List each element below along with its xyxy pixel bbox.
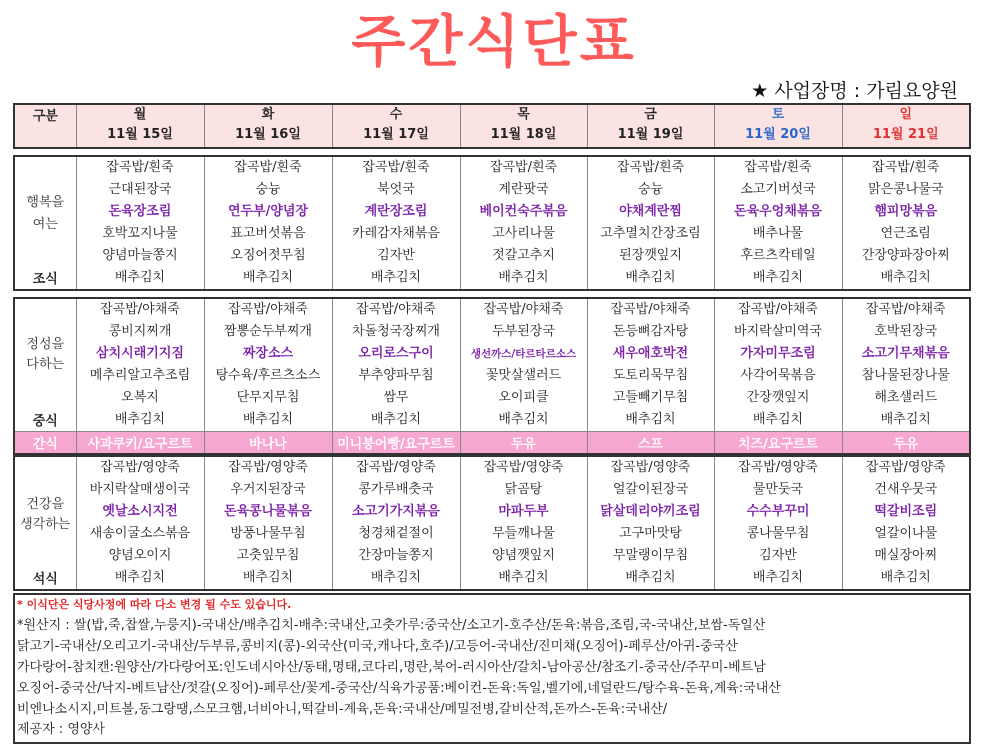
menu-item: 배추김치 [752, 412, 804, 427]
menu-item: 무말랭이무침 [612, 548, 689, 563]
menu-item-main: 새우애호박전 [612, 346, 689, 361]
menu-cell [204, 298, 332, 432]
day-header: 화 11월 16일 [204, 104, 332, 148]
menu-item: 계란팟국 [498, 182, 549, 197]
menu-item: 배추김치 [625, 412, 676, 427]
menu-item: 짬뽕순두부찌개 [224, 324, 312, 339]
menu-item: 잡곡밥/흰죽 [106, 160, 174, 175]
menu-item: 고들빼기무침 [612, 390, 689, 405]
menu-item: 양념마늘쫑지 [102, 248, 178, 263]
menu-item-main: 짜장소스 [242, 346, 294, 361]
menu-item-main: 계란장조림 [364, 204, 428, 219]
menu-cell [332, 156, 460, 290]
origin-line: 닭고기-국내산/오리고기-국내산/두부류,콩비지(콩)-외국산(미국,캐나다,호주)/고등어-국내산/진미채(오징어)-페루산/아귀-중국산 [17, 639, 738, 654]
day-header: 수 11월 17일 [332, 104, 460, 148]
menu-item: 김자반 [759, 548, 797, 563]
menu-item: 건새우뭇국 [874, 482, 938, 497]
menu-item: 김자반 [377, 248, 415, 263]
menu-cell [587, 156, 714, 290]
menu-item: 우거지된장국 [230, 482, 306, 497]
menu-item: 오징어젓무침 [230, 248, 306, 263]
origin-line: 가다랑어-참치캔:원양산/가다랑어포:인도네시아산/동태,명태,코다리,명란,북어-러시아산/갈치-남아공산/참조기-중국산/주꾸미-베트남 [17, 660, 766, 675]
menu-item: 사각어묵볶음 [740, 368, 816, 383]
menu-item: 잡곡밥/영양죽 [865, 460, 946, 475]
menu-cell [460, 298, 587, 432]
notes-box [13, 593, 971, 744]
menu-item: 오복지 [121, 390, 159, 405]
menu-item: 물만둣국 [752, 482, 804, 497]
snack-cell: 사과쿠키/요구르트 [76, 432, 204, 455]
day-header: 월 11월 15일 [76, 104, 204, 148]
menu-item: 도토리묵무침 [612, 368, 689, 383]
menu-item: 맑은콩나물국 [868, 182, 944, 197]
menu-item: 닭곰탕 [504, 482, 543, 497]
day-header: 금 11월 19일 [587, 104, 714, 148]
menu-item: 잡곡밥/영양죽 [610, 460, 691, 475]
menu-item: 배추김치 [370, 270, 422, 285]
menu-cell [460, 156, 587, 290]
menu-item: 탕수육/후르츠소스 [215, 368, 321, 383]
menu-item-main: 돈육우엉채볶음 [734, 204, 822, 219]
menu-item: 호박꼬지나물 [102, 226, 178, 241]
menu-item: 잡곡밥/영양죽 [356, 460, 436, 475]
menu-item: 참나물된장나물 [861, 368, 950, 383]
menu-item-main: 삼치시래기지짐 [96, 346, 184, 361]
menu-item-main: 야채계란찜 [619, 204, 682, 219]
menu-cell [714, 298, 842, 432]
menu-item: 근대된장국 [108, 182, 172, 197]
menu-item: 표고버섯볶음 [230, 226, 306, 241]
menu-item: 배추김치 [114, 412, 166, 427]
menu-item: 두부된장국 [492, 324, 555, 339]
origin-line: *원산지 : 쌀(밥,죽,찹쌀,누룽지)-국내산/배추김치-배추:국내산,고춧가루:중국산/소고기-호주산/돈육:볶음,조림,국-국내산,보쌈-독일산 [17, 618, 766, 633]
menu-item: 해초샐러드 [874, 390, 938, 405]
menu-cell [714, 456, 842, 590]
change-warning: * 이식단은 식당사정에 따라 다소 변경 될 수도 있습니다. [17, 598, 292, 611]
menu-cell [76, 298, 204, 432]
menu-item: 후르츠칵테일 [740, 248, 816, 263]
snack-cell: 두유 [460, 432, 587, 455]
menu-item: 배추김치 [880, 412, 931, 427]
snack-cell: 스프 [587, 432, 714, 455]
menu-item: 배추김치 [370, 412, 422, 427]
menu-cell [842, 456, 970, 590]
menu-cell [204, 456, 332, 590]
menu-cell [842, 156, 970, 290]
menu-item: 배추김치 [498, 412, 549, 427]
menu-item: 배추김치 [114, 570, 166, 585]
menu-item-main: 돈육장조림 [108, 204, 172, 219]
menu-item: 무들깨나물 [492, 526, 555, 541]
menu-item: 잡곡밥/흰죽 [234, 160, 302, 175]
menu-item: 배추나물 [752, 226, 804, 241]
snack-cell: 두유 [842, 432, 970, 455]
menu-item-main: 연두부/양념장 [227, 204, 309, 219]
menu-item: 배추김치 [880, 270, 931, 285]
menu-item: 잡곡밥/야채죽 [228, 302, 308, 317]
facility-name: ★ 사업장명 : 가림요양원 [751, 80, 958, 102]
menu-item-main: 마파두부 [498, 504, 549, 519]
meal-label: 정성을 다하는 중식 [14, 298, 76, 432]
day-header-table [13, 103, 971, 149]
menu-item-main: 떡갈비조림 [874, 504, 938, 519]
menu-item: 콩가루배춧국 [358, 482, 434, 497]
menu-cell [460, 456, 587, 590]
breakfast-table [13, 155, 971, 291]
menu-item: 잡곡밥/흰죽 [872, 160, 940, 175]
menu-item-main: 수수부꾸미 [746, 504, 810, 519]
menu-item: 배추김치 [752, 570, 804, 585]
menu-item: 콩비지찌개 [108, 324, 172, 339]
menu-item: 배추김치 [114, 270, 166, 285]
menu-item: 배추김치 [242, 270, 294, 285]
menu-cell [332, 456, 460, 590]
menu-item: 잡곡밥/흰죽 [616, 160, 685, 175]
snack-label: 간식 [14, 432, 76, 455]
menu-item: 새송이굴소스볶음 [89, 526, 191, 541]
menu-item-main: 옛날소시지전 [102, 504, 178, 519]
menu-cell [714, 156, 842, 290]
menu-item: 꽃맛살샐러드 [485, 368, 562, 383]
menu-item: 배추김치 [625, 270, 676, 285]
menu-item-main: 오리로스구이 [358, 346, 434, 361]
menu-item: 고추멸치간장조림 [600, 226, 701, 241]
origin-line: 비엔나소시지,미트볼,동그랑땡,스모크햄,너비아니,떡갈비-계육,돈육:국내산/메밀전병,갈비산적,돈까스-돈육:국내산/ [17, 702, 668, 717]
lunch-table [13, 297, 971, 455]
menu-item: 콩나물무침 [746, 526, 810, 541]
menu-item: 배추김치 [752, 270, 804, 285]
snack-cell: 미니붕어빵/요구르트 [332, 432, 460, 455]
menu-item: 호박된장국 [874, 324, 938, 339]
provider: 제공자 : 영양사 [17, 722, 105, 737]
menu-item: 간장깻잎지 [746, 390, 810, 405]
menu-item-main: 베이컨숙주볶음 [479, 204, 568, 219]
menu-item-main: 닭살데리야끼조림 [600, 504, 701, 519]
menu-item: 배추김치 [498, 270, 549, 285]
menu-item: 단무지무침 [236, 390, 300, 405]
menu-item: 매실장아찌 [874, 548, 938, 563]
menu-item: 간장마늘쫑지 [358, 548, 434, 563]
dinner-table [13, 455, 971, 591]
menu-cell [842, 298, 970, 432]
day-header-sunday: 일 11월 21일 [842, 104, 970, 148]
menu-item: 잡곡밥/야채죽 [610, 302, 691, 317]
menu-item: 잡곡밥/흰죽 [744, 160, 812, 175]
menu-item: 방풍나물무침 [230, 526, 306, 541]
menu-item: 간장양파장아찌 [861, 248, 950, 263]
menu-item: 된장깻잎지 [619, 248, 682, 263]
menu-item: 양념깻잎지 [492, 548, 555, 563]
menu-item: 연근조림 [880, 226, 931, 241]
menu-item: 잡곡밥/야채죽 [738, 302, 818, 317]
menu-item: 잡곡밥/영양죽 [738, 460, 818, 475]
menu-item: 배추김치 [498, 570, 549, 585]
menu-cell [76, 456, 204, 590]
menu-cell [587, 456, 714, 590]
menu-item: 잡곡밥/야채죽 [865, 302, 946, 317]
menu-item: 양념오이지 [108, 548, 172, 563]
menu-item-main: 햄피망볶음 [874, 204, 938, 219]
gubun-label: 구분 [14, 104, 76, 148]
snack-cell: 바나나 [204, 432, 332, 455]
menu-item: 잡곡밥/흰죽 [489, 160, 558, 175]
menu-item: 배추김치 [370, 570, 422, 585]
menu-item: 카레감자채볶음 [352, 226, 440, 241]
menu-item: 차돌청국장찌개 [352, 324, 440, 339]
menu-item: 잡곡밥/야채죽 [356, 302, 436, 317]
menu-item: 고춧잎무침 [236, 548, 300, 563]
menu-item: 쌈무 [383, 390, 409, 405]
menu-item: 잡곡밥/흰죽 [362, 160, 430, 175]
menu-cell [332, 298, 460, 432]
menu-cell [76, 156, 204, 290]
menu-item-main: 소고기무채볶음 [861, 346, 950, 361]
menu-item: 돈등뼈감자탕 [612, 324, 689, 339]
menu-item: 잡곡밥/야채죽 [100, 302, 180, 317]
menu-item: 배추김치 [880, 570, 931, 585]
menu-item: 고구마맛탕 [619, 526, 682, 541]
menu-item-main: 가자미무조림 [740, 346, 816, 361]
menu-item-main: 돈육콩나물볶음 [224, 504, 312, 519]
page-title: 주간식단표 [351, 10, 637, 75]
menu-item: 얼갈이나물 [874, 526, 938, 541]
menu-item: 숭늉 [255, 182, 281, 197]
meal-label: 행복을 여는 조식 [14, 156, 76, 290]
menu-item: 잡곡밥/영양죽 [228, 460, 308, 475]
menu-item: 얼갈이된장국 [612, 482, 689, 497]
menu-item: 고사리나물 [492, 226, 555, 241]
menu-item: 메추리알고추조림 [89, 368, 191, 383]
menu-item-main: 소고기가지볶음 [352, 504, 440, 519]
menu-item: 배추김치 [242, 412, 294, 427]
menu-item: 배추김치 [625, 570, 676, 585]
menu-item: 잡곡밥/야채죽 [483, 302, 564, 317]
menu-item: 청경채겉절이 [358, 526, 434, 541]
day-header-saturday: 토 11월 20일 [714, 104, 842, 148]
menu-item: 잡곡밥/영양죽 [483, 460, 564, 475]
menu-cell [587, 298, 714, 432]
menu-item: 부추양파무침 [358, 368, 434, 383]
origin-line: 오징어-중국산/낙지-베트남산/젓갈(오징어)-페루산/꽃게-중국산/식육가공품:베이컨-돈육:독일,벨기에,네덜란드/탕수육-돈육,계육:국내산 [17, 681, 781, 696]
menu-item: 숭늉 [637, 182, 664, 197]
menu-cell [204, 156, 332, 290]
menu-item: 배추김치 [242, 570, 294, 585]
menu-item: 잡곡밥/영양죽 [100, 460, 180, 475]
day-header: 목 11월 18일 [460, 104, 587, 148]
menu-item: 젓갈고추지 [492, 248, 555, 263]
menu-item: 바지락살미역국 [734, 324, 822, 339]
menu-item: 북엇국 [377, 182, 415, 197]
menu-item-main: 생선까스/타르타르소스 [470, 348, 577, 360]
menu-item: 오이피클 [498, 390, 549, 405]
snack-cell: 치즈/요구르트 [714, 432, 842, 455]
menu-item: 바지락살매생이국 [89, 482, 191, 497]
meal-label: 건강을 생각하는 석식 [14, 456, 76, 590]
menu-item: 소고기버섯국 [740, 182, 816, 197]
